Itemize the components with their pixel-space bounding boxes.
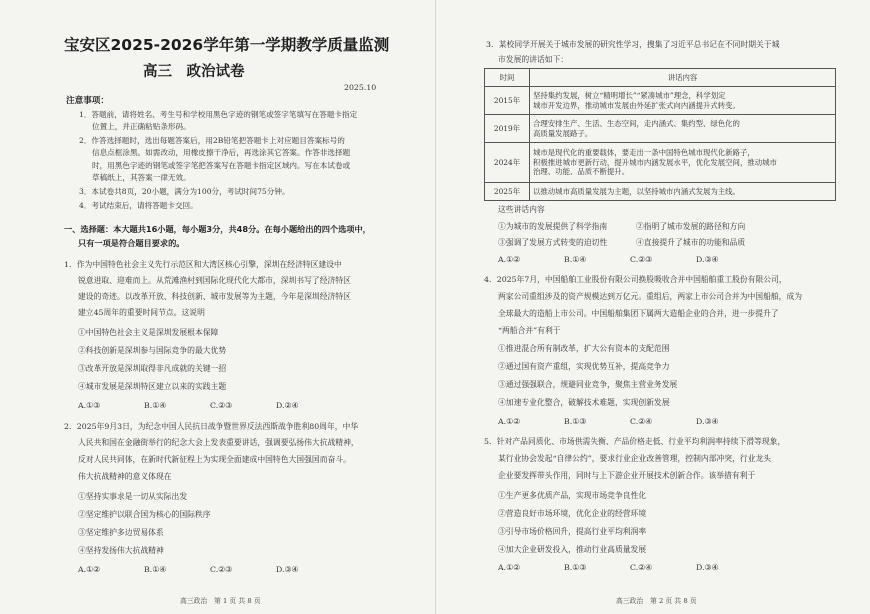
choice-a: A.①③	[78, 401, 101, 410]
q2-option: ④坚持发扬伟大抗战精神	[78, 546, 164, 555]
section-heading: 一、选择题：本大题共16小题，每小题3分，共48分。在每小题给出的四个选项中，	[64, 224, 371, 234]
exam-date: 2025.10	[344, 83, 377, 92]
section-heading-2: 只有一项是符合题目要求的。	[78, 238, 185, 248]
notice-line: 草稿纸上，其答案一律无效。	[92, 173, 191, 182]
choice-a: A.①②	[78, 565, 101, 574]
q1-option: ①中国特色社会主义是深圳发展根本保障	[78, 328, 219, 337]
q2-stem-line: 人民共和国在金融街举行的纪念大会上发表重要讲话，强调要弘扬伟大抗战精神，	[78, 438, 359, 447]
q1-option: ④城市发展是深圳特区建立以来的实践主题	[78, 382, 227, 391]
q2-option: ①坚持实事求是一切从实际出发	[78, 492, 188, 501]
q2-stem-line: 伟大抗战精神的意义体现在	[78, 472, 172, 481]
q3-stem-line: 市发展的讲话如下：	[498, 55, 569, 64]
table-row	[485, 87, 836, 115]
table-cell-year: 2024年	[485, 143, 530, 183]
q4-stem-line: “两船合并”有利于	[498, 326, 561, 335]
notice-line: 1．答题前，请将姓名、考生号和学校用黑色字迹的钢笔或签字笔填写在答题卡指定	[79, 110, 358, 119]
choice-a: A.①②	[498, 255, 521, 264]
table-row	[485, 143, 836, 183]
q5-option: ③引导市场价格回升，提高行业平均利润率	[498, 527, 647, 536]
q4-stem-line: 4．2025年7月，中国船舶工业股份有限公司换股吸收合并中国船舶重工股份有限公司，	[484, 275, 787, 284]
choice-c: C.②③	[630, 255, 653, 264]
q2-option: ②坚定维护以联合国为核心的国际秩序	[78, 510, 211, 519]
table-cell-year: 2025年	[485, 183, 530, 201]
q3-choices	[498, 255, 762, 265]
table-cell-content: 坚持集约发展，树立“精明增长”“紧凑城市”理念，科学划定 城市开发边界，推动城市发展由外延扩张式向内涵提升式转变。	[530, 87, 836, 115]
q1-option: ②科技创新是深圳参与国际竞争的最大优势	[78, 346, 227, 355]
speech-table	[484, 68, 836, 201]
choice-d: D.②④	[276, 401, 299, 410]
notice-line: 位置上，并正确粘贴条形码。	[92, 122, 191, 131]
q2-stem-line: 反对人民共同体，在新时代新征程上为实现全面建成中国特色大国强国而奋斗。	[78, 455, 351, 464]
q1-stem-line: 建设的奇迹。以改革开放、科技创新、城市发展等为主题，今年是深圳经济特区	[78, 292, 351, 301]
q4-option: ①推进混合所有制改革，扩大公有资本的支配范围	[498, 344, 670, 353]
q3-option: ②指明了城市发展的路径和方向	[636, 222, 746, 231]
table-header-content: 讲话内容	[530, 69, 836, 87]
q1-choices	[78, 401, 342, 411]
q3-stem-line: 3．某校同学开展关于城市发展的研究性学习，搜集了习近平总书记在不同时期关于城	[486, 40, 780, 49]
table-cell-year: 2015年	[485, 87, 530, 115]
q3-option: ①为城市的发展提供了科学指南	[498, 222, 608, 231]
exam-page-2	[435, 0, 870, 614]
table-cell-content: 城市是现代化的重要载体，要走出一条中国特色城市现代化新路子， 积极推进城市更新行动，提升城市内涵发展水平，优化发展空间，推动城市 治理、功能、品质不断提升。	[530, 143, 836, 183]
page-footer: 高三政治 第 1 页 共 8 页	[180, 597, 261, 605]
q5-option: ④加大企业研发投入，推动行业高质量发展	[498, 545, 647, 554]
q1-stem-line: 锐意进取、迎难而上。从荒滩渔村到国际化现代化大都市，深圳书写了经济特区	[78, 276, 351, 285]
q1-stem-line: 1．作为中国特色社会主义先行示范区和大湾区核心引擎，深圳在经济特区建设中	[64, 260, 342, 269]
q4-option: ④加速专业化整合，破解技术难题，实现创新发展	[498, 398, 670, 407]
notice-line: 4．考试结束后，请将答题卡交回。	[79, 201, 198, 210]
table-cell-content: 以推动城市高质量发展为主题，以坚持城市内涵式发展为主线。	[530, 183, 836, 201]
table-header-time: 时间	[485, 69, 530, 87]
choice-c: C.②③	[210, 565, 233, 574]
choice-c: C.②③	[210, 401, 233, 410]
table-row	[485, 115, 836, 143]
choice-b: B.①④	[144, 401, 167, 410]
q2-choices	[78, 565, 342, 575]
page-footer: 高三政治 第 2 页 共 8 页	[616, 597, 697, 605]
q4-option: ②通过国有资产重组，实现优势互补，提高竞争力	[498, 362, 670, 371]
notice-line: 信息点框涂黑。如需改动，用橡皮擦干净后，再选涂其它答案。作答非选择题	[92, 148, 351, 157]
choice-b: B.①③	[564, 417, 587, 426]
q3-option: ④直接提升了城市的功能和品质	[636, 238, 746, 247]
exam-subtitle: 高三 政治试卷	[143, 64, 245, 80]
q5-choices	[498, 563, 762, 573]
q2-stem-line: 2．2025年9月3日，为纪念中国人民抗日战争暨世界反法西斯战争胜利80周年，中华	[64, 422, 359, 431]
notice-line: 2．作答选择题时，选出每题答案后，用2B铅笔把答题卡上对应题目答案标号的	[79, 136, 345, 145]
q5-option: ①生产更多优质产品，实现市场竞争良性化	[498, 491, 647, 500]
choice-a: A.①②	[498, 417, 521, 426]
choice-b: B.①③	[564, 563, 587, 572]
q2-option: ③坚定维护多边贸易体系	[78, 528, 164, 537]
q4-stem-line: 全球最大的造船上市公司。中国船舶集团下属两大造船企业的合并，进一步提升了	[498, 309, 779, 318]
notice-line: 时，用黑色字迹的钢笔或签字笔把答案写在答题卡指定区域内。写在本试卷或	[92, 161, 351, 170]
choice-d: D.③④	[696, 563, 719, 572]
q1-stem-line: 建立45周年的重要时间节点。这说明	[78, 308, 205, 317]
q5-stem-line: 企业要发挥带头作用，同时与上下游企业开展技术创新合作。该举措有利于	[498, 471, 756, 480]
choice-b: B.①④	[144, 565, 167, 574]
choice-d: D.③④	[696, 417, 719, 426]
q5-option: ②营造良好市场环境，优化企业的经营环境	[498, 509, 647, 518]
q3-option: ③强调了发展方式转变的迫切性	[498, 238, 608, 247]
notice-line: 3．本试卷共8页，20小题，满分为100分，考试时间75分钟。	[79, 187, 290, 196]
choice-c: C.②④	[630, 417, 653, 426]
choice-b: B.①④	[564, 255, 587, 264]
choice-c: C.②④	[630, 563, 653, 572]
choice-d: D.③④	[276, 565, 299, 574]
q3-stem: 这些讲话内容	[498, 205, 545, 214]
q5-stem-line: 5．针对产品同质化、市场供需失衡、产品价格走低、行业平均利润率持续下滑等现象，	[484, 437, 786, 446]
exam-title: 宝安区2025-2026学年第一学期教学质量监测	[64, 36, 390, 54]
q1-option: ③改革开放是深圳取得非凡成就的关键一招	[78, 364, 227, 373]
q4-choices	[498, 417, 762, 427]
q4-stem-line: 两家公司重组涉及的资产规模达到万亿元。重组后，两家上市公司合并为中国船舶，成为	[498, 292, 803, 301]
q4-option: ③通过强强联合，规避同业竞争，聚焦主营业务发展	[498, 380, 678, 389]
table-row	[485, 183, 836, 201]
q5-stem-line: 某行业协会发起“自律公约”，要求行业企业改善管理，控制内部冲突，行业龙头	[498, 454, 772, 463]
choice-a: A.①②	[498, 563, 521, 572]
choice-d: D.③④	[696, 255, 719, 264]
table-cell-content: 合理安排生产、生活、生态空间，走内涵式、集约型、绿色化的 高质量发展路子。	[530, 115, 836, 143]
table-cell-year: 2019年	[485, 115, 530, 143]
notice-heading: 注意事项：	[66, 96, 109, 106]
